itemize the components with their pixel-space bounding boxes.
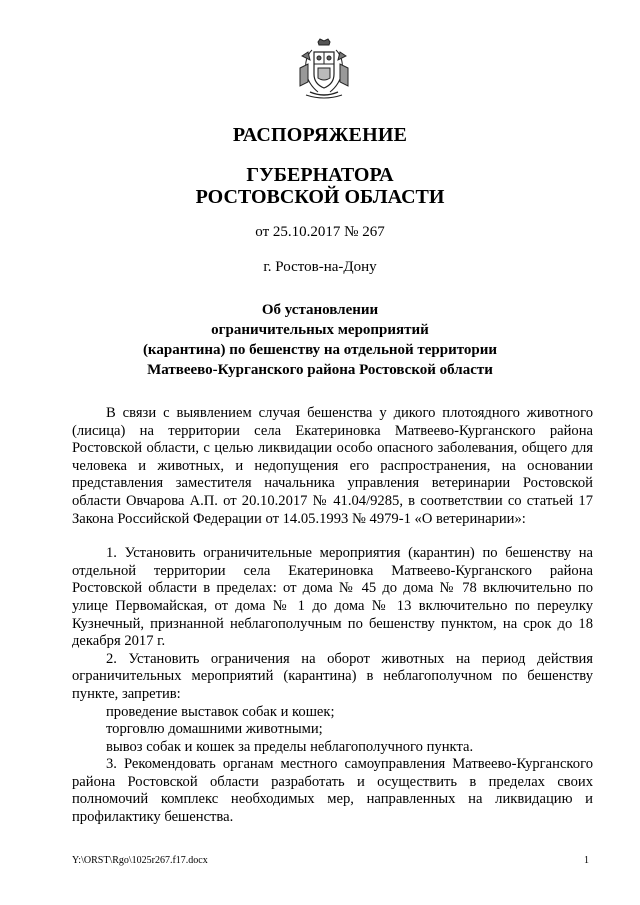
item-2-sub-line: торговлю домашними животными; (106, 721, 323, 738)
footer-page-number: 1 (584, 855, 589, 866)
footer-file-path: Y:\ORST\Rgo\1025r267.f17.docx (72, 855, 208, 866)
subject-line: (карантина) по бешенству на отдельной территории (142, 342, 498, 358)
item-2-sub-line: вывоз собак и кошек за пределы неблагополучного пункта. (106, 738, 474, 755)
subject-line: ограничительных мероприятий (211, 322, 429, 338)
subject-line: Об установлении (261, 302, 379, 318)
preamble-paragraph: В связи с выявлением случая бешенства у дикого плотоядного животного (лисица) на территории села Екатериновка Матвеево-Курганского района Ростовской области, с целью ликвидации особо опасного заболевания, общего для человека и животных, и недопущения его распространения, на основании представления заместителя начальника управления ветеринарии Ростовской области Овчарова А.П. от 20.10.2017 № 41.04/9285, в соответствии со статьей 17 Закона Российской Федерации от 14.05.1993 № 4979-1 «О ветеринарии»: (72, 405, 593, 527)
subject-line: Матвеево-Курганского района Ростовской области (147, 362, 493, 378)
document-body (72, 405, 593, 827)
coat-of-arms-icon (296, 38, 352, 100)
city: г. Ростов-на-Дону (263, 259, 377, 275)
item-2-paragraph: 2. Установить ограничения на оборот животных на период действия ограничительных мероприятий (карантина) в неблагополучном по бешенству пункте, запретив: (72, 650, 593, 702)
item-3-paragraph: 3. Рекомендовать органам местного самоуправления Матвеево-Курганского района Ростовской области разработать и осуществить в пределах своих полномочий комплекс необходимых мер, направленных на ликвидацию и профилактику бешенства. (72, 756, 593, 826)
item-2-sub-line: проведение выставок собак и кошек; (106, 703, 335, 720)
document-type-title: РАСПОРЯЖЕНИЕ (232, 124, 408, 146)
authority-title-line1: ГУБЕРНАТОРА (246, 164, 394, 186)
date-and-number: от 25.10.2017 № 267 (255, 224, 385, 240)
subject-heading (0, 300, 640, 380)
authority-title-line2: РОСТОВСКОЙ ОБЛАСТИ (195, 186, 445, 208)
item-1-paragraph: 1. Установить ограничительные мероприятия (карантин) по бешенству на отдельной территории села Екатериновка Матвеево-Курганского района Ростовской области в пределах: от дома № 45 до дома № 78 включительно по улице Первомайская, от дома № 1 до дома № 13 включительно по переулку Кузнечный, признанной неблагополучным по бешенству пунктом, на срок до 18 декабря 2017 г. (72, 545, 593, 650)
